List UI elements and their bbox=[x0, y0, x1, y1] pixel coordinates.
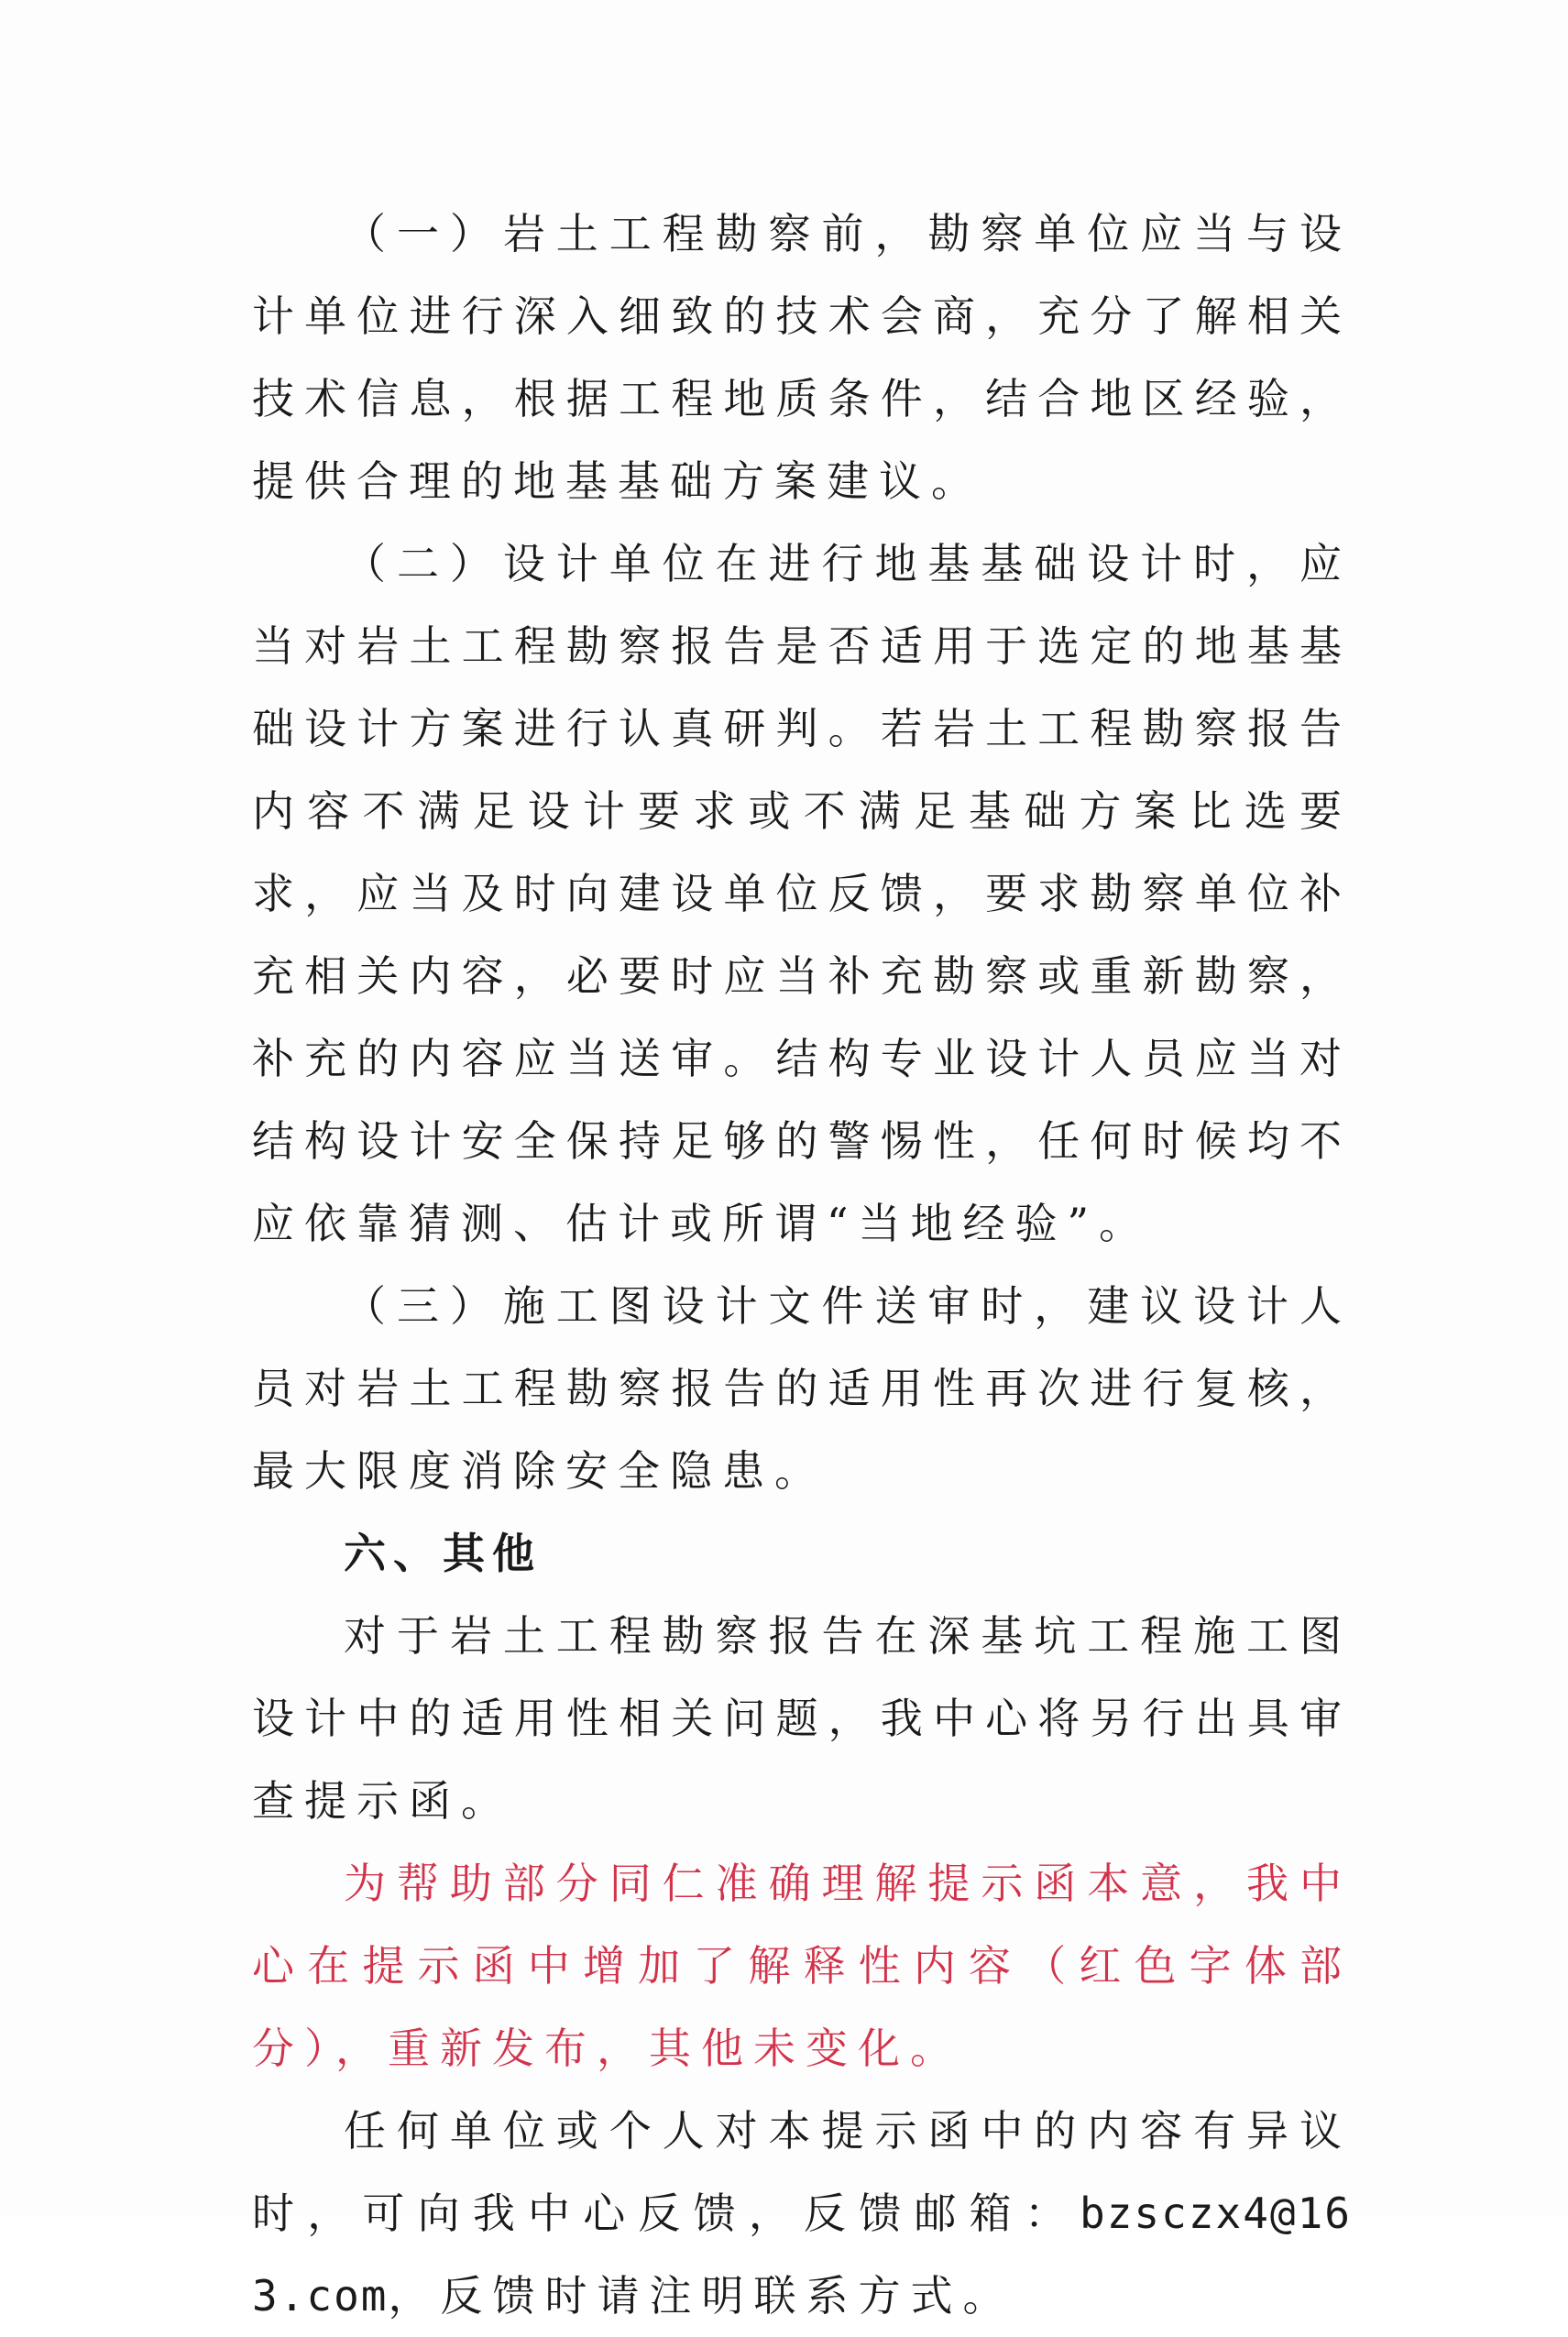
paragraph-contact bbox=[252, 2090, 1352, 2337]
paragraph-item-1: （一）岩土工程勘察前，勘察单位应当与设计单位进行深入细致的技术会商，充分了解相关技术信息，根据工程地质条件，结合地区经验，提供合理的地基基础方案建议。 bbox=[252, 209, 1352, 506]
paragraph-red-notice: 为帮助部分同仁准确理解提示函本意，我中心在提示函中增加了解释性内容（红色字体部分），重新发布，其他未变化。 bbox=[252, 1859, 1352, 2073]
contact-text-after: ，反馈时请注明联系方式。 bbox=[388, 2271, 1015, 2321]
document-body bbox=[252, 192, 1352, 2337]
paragraph-item-2: （二）设计单位在进行地基基础设计时，应当对岩土工程勘察报告是否适用于选定的地基基础设计方案进行认真研判。若岩土工程勘察报告内容不满足设计要求或不满足基础方案比选要求，应当及时向建设单位反馈，要求勘察单位补充相关内容，必要时应当补充勘察或重新勘察，补充的内容应当送审。结构专业设计人员应当对结构设计安全保持足够的警惕性，任何时候均不应依靠猜测、估计或所谓“当地经验”。 bbox=[252, 539, 1352, 1248]
paragraph-item-3: （三）施工图设计文件送审时，建议设计人员对岩土工程勘察报告的适用性再次进行复核，最大限度消除安全隐患。 bbox=[252, 1281, 1352, 1496]
contact-text-before: 任何单位或个人对本提示函中的内容有异议时，可向我中心反馈，反馈邮箱： bbox=[252, 2106, 1352, 2238]
section-heading-other: 六、其他 bbox=[344, 1529, 542, 1578]
contact-email: bzsczx4@163.com bbox=[252, 2189, 1352, 2321]
paragraph-item-4: 对于岩土工程勘察报告在深基坑工程施工图设计中的适用性相关问题，我中心将另行出具审查提示函。 bbox=[252, 1611, 1352, 1826]
